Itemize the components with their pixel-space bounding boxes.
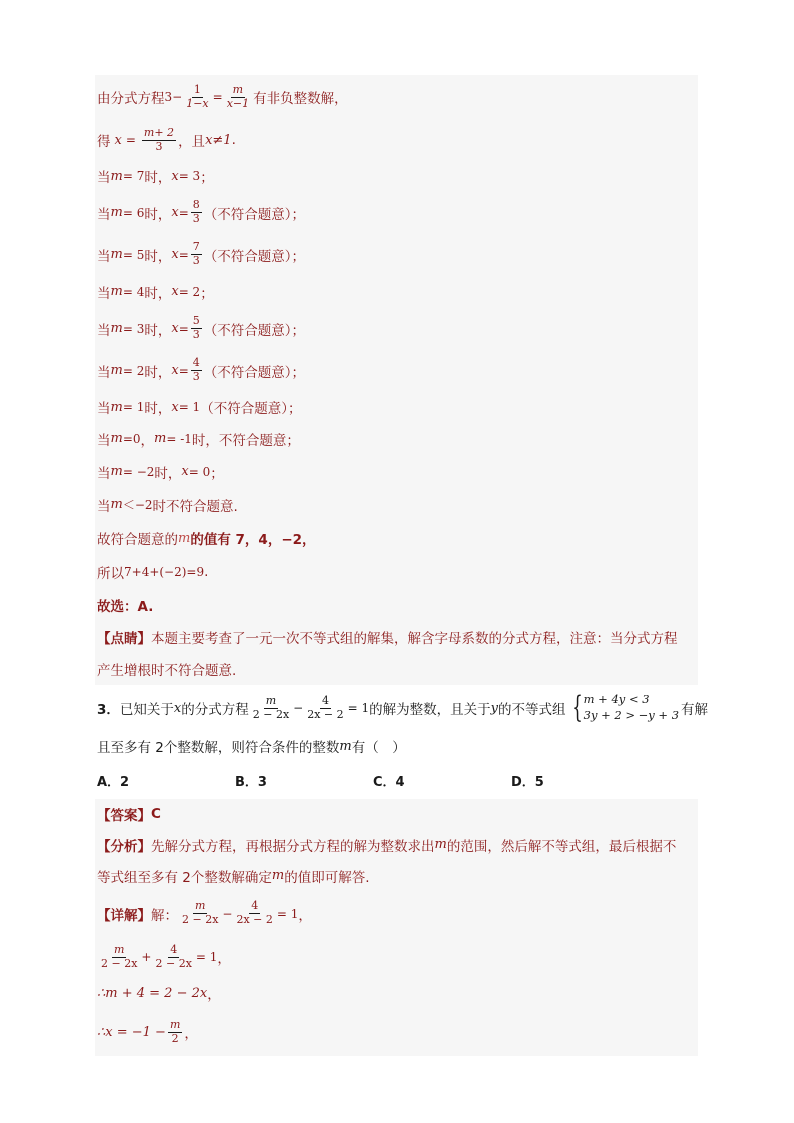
text: 的值即可解答. <box>284 869 370 886</box>
var: m <box>110 464 123 479</box>
denominator: 2x − 2 <box>307 707 344 721</box>
fraction <box>142 127 176 153</box>
inequality-2: 3y + 2 > −y + 3 <box>583 708 680 722</box>
fraction <box>168 1019 182 1045</box>
answer-value: C <box>151 806 161 822</box>
fraction <box>225 84 251 110</box>
text: 有（ ） <box>351 740 406 756</box>
text: 有解 <box>681 702 709 718</box>
denominator: 2 <box>171 1031 179 1045</box>
fraction <box>191 315 202 341</box>
var: m <box>178 530 191 546</box>
var: m <box>110 431 123 446</box>
text: 所以 <box>97 565 124 582</box>
num-text: m <box>232 82 244 96</box>
math: = <box>178 247 189 262</box>
fraction <box>305 695 345 721</box>
var: m <box>339 738 352 754</box>
text: 的不等式组 <box>498 702 566 718</box>
var: y <box>490 700 499 716</box>
numerator: 1 <box>193 82 201 96</box>
numerator <box>168 1019 182 1033</box>
question-3 <box>95 685 709 799</box>
text: 时， <box>144 364 172 381</box>
text: 时， <box>144 401 172 417</box>
text: 的范围，然后解不等式组，最后根据不 <box>446 838 677 855</box>
var: x <box>171 399 179 415</box>
math: ∴x = −1 − <box>97 1024 166 1040</box>
var: x <box>114 132 122 148</box>
math: = 3 <box>178 169 201 183</box>
text: 故符合题意的 <box>97 532 178 548</box>
text: （不符合题意）； <box>203 206 305 223</box>
answer-line <box>95 799 698 829</box>
den-text: x−1 <box>226 96 250 110</box>
text: 故选：A. <box>97 598 154 615</box>
text: 当 <box>97 248 111 265</box>
denominator: 2 − 2x <box>252 707 290 721</box>
text: 产生增根时不符合题意. <box>97 663 237 679</box>
var: x <box>171 247 179 262</box>
text: 时， <box>144 248 172 265</box>
math: = <box>178 363 189 378</box>
line-11 <box>95 455 698 488</box>
var: m <box>110 205 123 220</box>
math: = <box>178 321 189 336</box>
text: ， <box>298 907 312 924</box>
var: x <box>171 205 179 220</box>
var: x <box>173 700 182 716</box>
option-d[interactable]: D．5 <box>511 774 544 790</box>
math: = 1 <box>178 400 201 414</box>
numerator: 4 <box>192 356 200 370</box>
fraction <box>251 695 291 721</box>
var: m <box>110 284 123 299</box>
var: x <box>171 321 179 336</box>
text: 当 <box>97 465 111 482</box>
line-8 <box>95 349 698 392</box>
math: = 4 <box>122 284 145 299</box>
text: 有非负整数解， <box>253 91 348 107</box>
numerator <box>142 127 176 141</box>
line-14 <box>95 555 698 588</box>
text: 当 <box>97 322 111 339</box>
text: ， <box>184 1026 198 1042</box>
line-17 <box>95 653 698 685</box>
q3-line-1 <box>95 685 709 731</box>
denominator: 2x − 2 <box>236 913 273 926</box>
fraction <box>234 900 274 926</box>
line-15 <box>95 588 698 621</box>
text: ， <box>207 987 221 1003</box>
denominator: 3 <box>192 212 200 225</box>
var: m <box>434 837 447 852</box>
text: 时， <box>144 322 172 339</box>
text: ； <box>210 465 224 482</box>
math: = 1 <box>276 906 299 921</box>
line-2 <box>95 119 698 161</box>
inequality-system <box>568 692 680 723</box>
math: + <box>141 950 152 964</box>
fraction <box>99 944 139 970</box>
math: = 0 <box>188 464 211 479</box>
options <box>95 761 698 799</box>
option-c[interactable]: C．4 <box>373 774 405 790</box>
text: 已知关于 <box>119 702 174 718</box>
text: 时， <box>144 206 172 223</box>
math: = 1 <box>347 701 370 715</box>
numerator: 4 <box>170 942 178 956</box>
denominator: 2 − 2x <box>182 913 219 926</box>
var: m <box>110 168 123 184</box>
text: 时， <box>144 170 172 186</box>
question-number: 3． <box>97 702 120 718</box>
num-text: m <box>113 942 125 956</box>
fraction <box>191 199 202 225</box>
text: 得 <box>97 134 111 150</box>
num-text: m <box>265 693 277 707</box>
var: m <box>154 431 167 446</box>
denominator <box>225 98 251 111</box>
fraction <box>180 900 220 926</box>
tip-tag: 【点睛】 <box>97 631 151 647</box>
option-b[interactable]: B．3 <box>235 774 267 790</box>
math: = 2 <box>122 363 145 378</box>
math: x≠1 <box>205 132 232 148</box>
text: . <box>231 132 236 148</box>
var: x <box>171 363 179 378</box>
analysis-line-2 <box>95 860 698 891</box>
analysis-line-1 <box>95 829 698 860</box>
text: 由分式方程 <box>97 91 165 107</box>
solution-continued <box>95 75 698 685</box>
numerator: 4 <box>251 899 259 913</box>
math: = 3 <box>122 321 145 336</box>
text: 当 <box>97 401 111 417</box>
text: 时， <box>154 465 182 482</box>
text: ， <box>217 951 231 967</box>
text: 的分式方程 <box>181 702 249 718</box>
text: 等式组至多有 2个整数解确定 <box>97 869 272 886</box>
text: （不符合题意）； <box>203 322 305 339</box>
var: m <box>110 497 123 512</box>
num-text: m <box>194 899 206 913</box>
math: = -1 <box>166 431 192 446</box>
line-6 <box>95 275 698 308</box>
fraction <box>184 84 210 110</box>
text: 时， <box>144 285 172 302</box>
q3-line-2 <box>95 731 698 761</box>
denominator: 3 <box>192 328 200 341</box>
math: = 6 <box>122 205 145 220</box>
math: ＜−2 <box>122 498 153 512</box>
math: = 7 <box>122 169 145 183</box>
fraction <box>191 357 202 383</box>
den-text: 1−x <box>186 96 209 110</box>
numerator <box>231 84 245 98</box>
text: 当 <box>97 206 111 223</box>
numerator <box>112 944 126 958</box>
numerator: 7 <box>192 240 200 254</box>
fraction <box>191 241 202 267</box>
text: 当 <box>97 498 111 515</box>
math: = 1 <box>122 400 145 414</box>
content <box>95 75 709 1056</box>
text: ， <box>140 432 155 449</box>
text: 本题主要考查了一元一次不等式组的解集，解含字母系数的分式方程，注意：当分式方程 <box>151 631 678 647</box>
numerator: 8 <box>192 198 200 212</box>
detail-tag: 【详解】 <box>97 907 151 924</box>
denominator: 3 <box>155 139 163 153</box>
numerator: 5 <box>192 314 200 328</box>
denominator: 2 − 2x <box>101 956 138 970</box>
text: 且至多有 2个整数解，则符合条件的整数 <box>97 740 340 756</box>
num-text: m <box>169 1017 181 1031</box>
math: − <box>222 906 233 921</box>
math: 3− <box>164 90 183 104</box>
math: = <box>178 205 189 220</box>
answer-tag: 【答案】 <box>97 808 151 824</box>
text: . <box>204 563 209 580</box>
math: = <box>125 133 136 147</box>
denominator: 3 <box>192 254 200 267</box>
denominator: 3 <box>192 370 200 383</box>
line-7 <box>95 308 698 349</box>
numerator <box>264 695 278 709</box>
line-4 <box>95 191 698 234</box>
text: 当 <box>97 432 111 449</box>
line-5 <box>95 234 698 275</box>
text: 解： <box>151 907 178 924</box>
text: ； <box>200 285 214 302</box>
var: m <box>110 321 123 336</box>
line-3 <box>95 161 698 191</box>
var: m <box>110 399 123 415</box>
denominator <box>184 98 210 111</box>
text: 当 <box>97 285 111 302</box>
math: = −2 <box>122 464 155 479</box>
text: 先解分式方程，再根据分式方程的解为整数求出 <box>151 838 435 855</box>
inequality-1: m + 4y < 3 <box>583 692 650 707</box>
text: （不符合题意）； <box>203 248 305 265</box>
line-12 <box>95 488 698 521</box>
var: x <box>171 168 179 184</box>
detail-line-1 <box>95 891 698 936</box>
math: ∴m + 4 = 2 − 2x <box>97 985 208 1001</box>
analysis-tag: 【分析】 <box>97 838 151 855</box>
var: m <box>110 247 123 262</box>
line-9 <box>95 392 698 422</box>
math: = <box>212 90 223 104</box>
option-a[interactable]: A．2 <box>97 774 130 790</box>
numerator <box>193 900 207 914</box>
var: m <box>110 363 123 378</box>
system-rows <box>584 692 679 723</box>
text: 时，不符合题意； <box>191 432 300 449</box>
text: 时不符合题意. <box>152 498 238 515</box>
num-text: m+ 2 <box>143 125 175 139</box>
text: ； <box>200 170 214 186</box>
text: 的值有 7，4，−2， <box>190 532 316 548</box>
detail-line-3 <box>95 978 698 1008</box>
line-13 <box>95 521 698 555</box>
math: =0 <box>122 431 141 446</box>
var: x <box>171 284 179 299</box>
math: = 5 <box>122 247 145 262</box>
brace: { <box>571 690 583 725</box>
solution <box>95 799 698 1056</box>
text: （不符合题意）； <box>203 364 305 381</box>
var: x <box>181 464 189 479</box>
math: = 2 <box>178 284 201 299</box>
line-10 <box>95 422 698 455</box>
math: 7+4+(−2)=9 <box>124 564 205 579</box>
line-16 <box>95 621 698 653</box>
detail-line-4 <box>95 1008 698 1056</box>
math: = 1 <box>195 950 218 964</box>
fraction <box>153 944 193 970</box>
math: − <box>293 701 304 715</box>
denominator: 2 − 2x <box>155 956 192 970</box>
detail-line-2 <box>95 936 698 978</box>
var: m <box>271 868 285 883</box>
text: 当 <box>97 170 111 186</box>
line-1 <box>95 75 698 119</box>
text: （不符合题意）； <box>200 401 302 417</box>
numerator: 4 <box>321 693 329 707</box>
text: ，且 <box>178 134 206 150</box>
text: 的解为整数，且关于 <box>369 702 491 718</box>
text: 当 <box>97 364 111 381</box>
